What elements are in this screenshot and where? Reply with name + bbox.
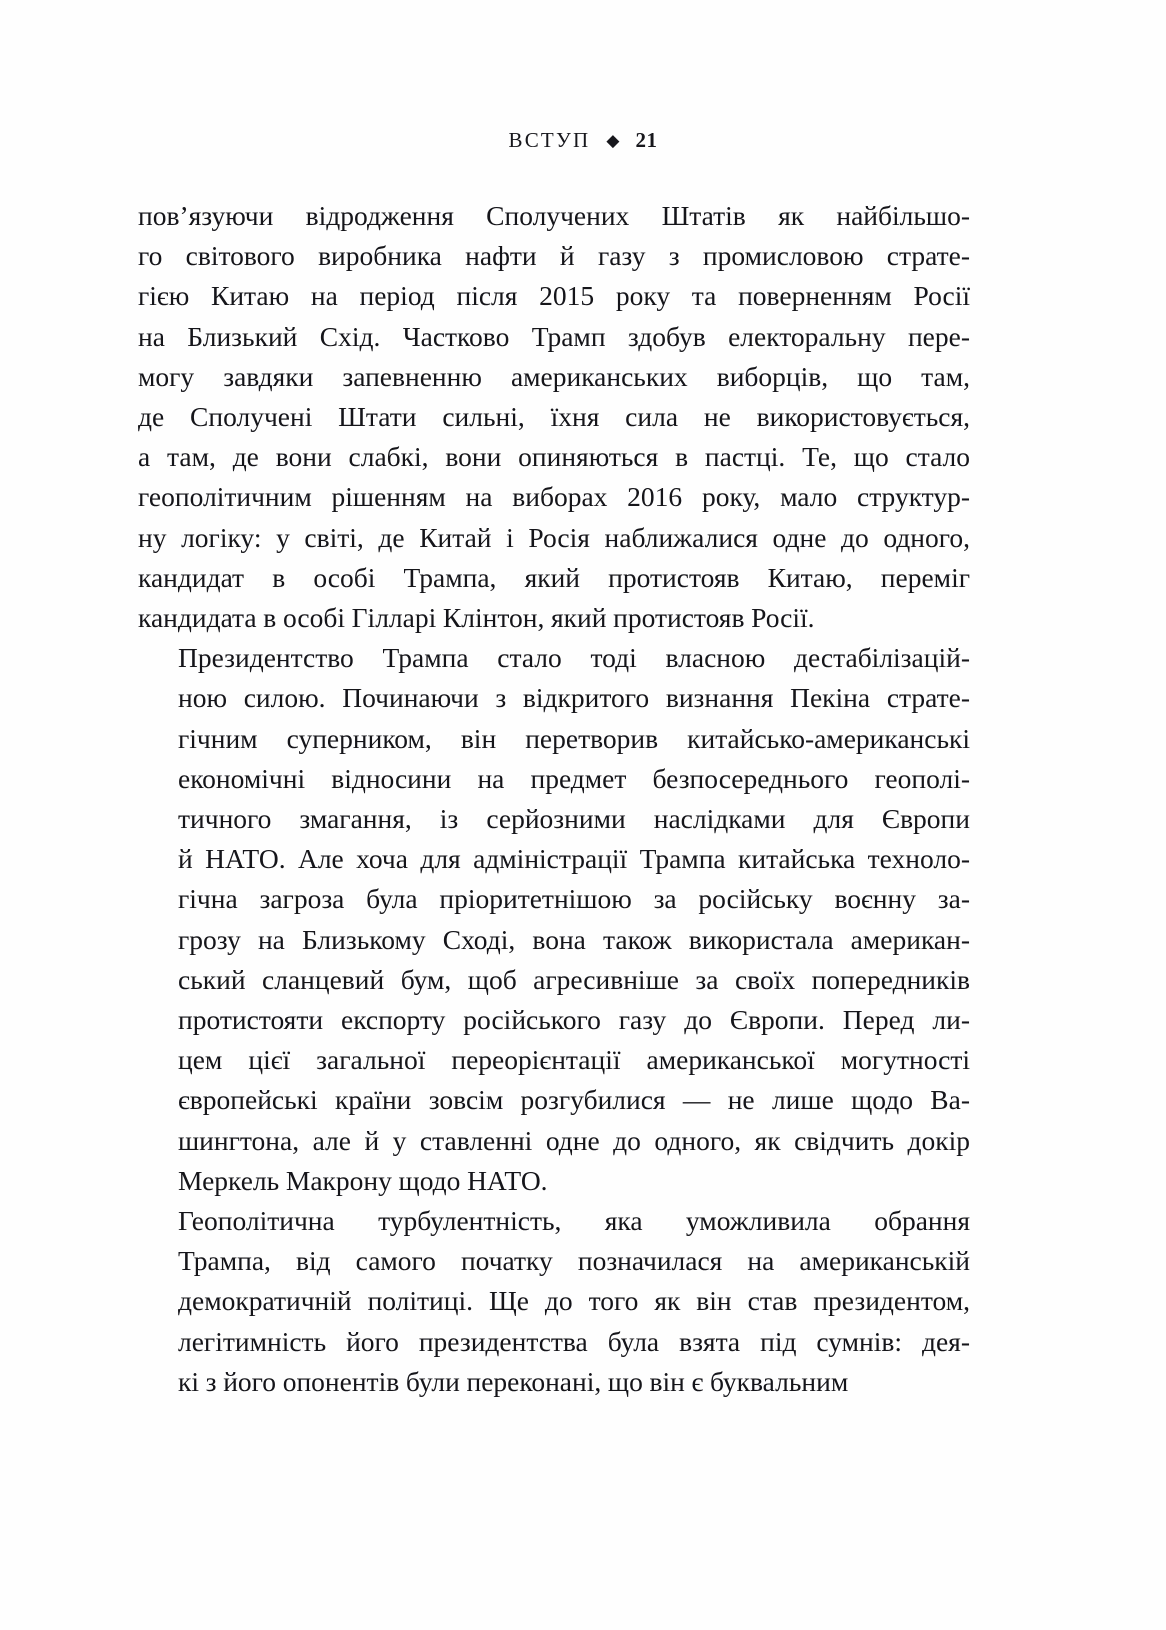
- text-line: тичного змагання, із серйозними наслідками для Європи: [178, 803, 970, 835]
- text-line: ський сланцевий бум, щоб агресивніше за своїх попередників: [178, 963, 970, 995]
- text-line: ну логіку: у світі, де Китай і Росія наближалися одне до одного,: [138, 521, 970, 553]
- text-line: де Сполучені Штати сильні, їхня сила не використовується,: [138, 401, 970, 433]
- paragraph-2: [138, 638, 970, 1201]
- text-line: Геополітична турбулентність, яка уможливила обрання: [178, 1205, 970, 1237]
- text-line: Президентство Трампа стало тоді власною дестабілізацій-: [178, 642, 970, 674]
- text-line: могу завдяки запевненню американських виборців, що там,: [138, 360, 970, 392]
- text-line: Трампа, від самого початку позначилася на американській: [178, 1245, 970, 1277]
- diamond-ornament-icon: ◆: [606, 131, 620, 150]
- text-line: го світового виробника нафти й газу з промисловою страте-: [138, 240, 970, 272]
- paragraph-3: [138, 1201, 970, 1402]
- text-line: а там, де вони слабкі, вони опиняються в пастці. Те, що стало: [138, 441, 970, 473]
- text-line: протистояти експорту російського газу до Європи. Перед ли-: [178, 1004, 970, 1036]
- text-line: легітимність його президентства була взята під сумнів: дея-: [178, 1325, 970, 1357]
- text-line: Меркель Макрону щодо НАТО.: [178, 1164, 548, 1196]
- paragraph-1: [138, 196, 970, 638]
- text-line: геополітичним рішенням на виборах 2016 року, мало структур-: [138, 481, 970, 513]
- running-head: [0, 128, 1166, 153]
- text-line: гічним суперником, він перетворив китайсько-американські: [178, 722, 970, 754]
- text-line: й НАТО. Але хоча для адміністрації Трампа китайська техноло-: [178, 843, 970, 875]
- text-line: пов’язуючи відродження Сполучених Штатів як найбільшо-: [138, 200, 970, 231]
- text-line: цем цієї загальної переорієнтації американської могутності: [178, 1044, 970, 1076]
- text-line: ною силою. Починаючи з відкритого визнання Пекіна страте-: [178, 682, 970, 714]
- text-line: кі з його опонентів були переконані, що він є буквальним: [178, 1365, 849, 1397]
- page-number: 21: [635, 128, 658, 152]
- text-line: грозу на Близькому Сході, вона також використала американ-: [178, 923, 970, 955]
- body-text-column: [138, 196, 970, 1402]
- text-line: на Близький Схід. Частково Трамп здобув електоральну пере-: [138, 320, 970, 352]
- text-line: економічні відносини на предмет безпосереднього геополі-: [178, 762, 970, 794]
- text-line: кандидата в особі Гілларі Клінтон, який протистояв Росії.: [138, 602, 815, 634]
- text-line: гічна загроза була пріоритетнішою за російську воєнну за-: [178, 883, 970, 915]
- text-line: демократичній політиці. Ще до того як він став президентом,: [178, 1285, 970, 1317]
- text-line: шингтона, але й у ставленні одне до одного, як свідчить докір: [178, 1124, 970, 1156]
- text-line: європейські країни зовсім розгубилися — не лише щодо Ва-: [178, 1084, 970, 1116]
- text-line: гією Китаю на період після 2015 року та поверненням Росії: [138, 280, 970, 312]
- running-head-chapter-label: ВСТУП: [508, 128, 591, 152]
- text-line: кандидат в особі Трампа, який протистояв Китаю, переміг: [138, 561, 970, 593]
